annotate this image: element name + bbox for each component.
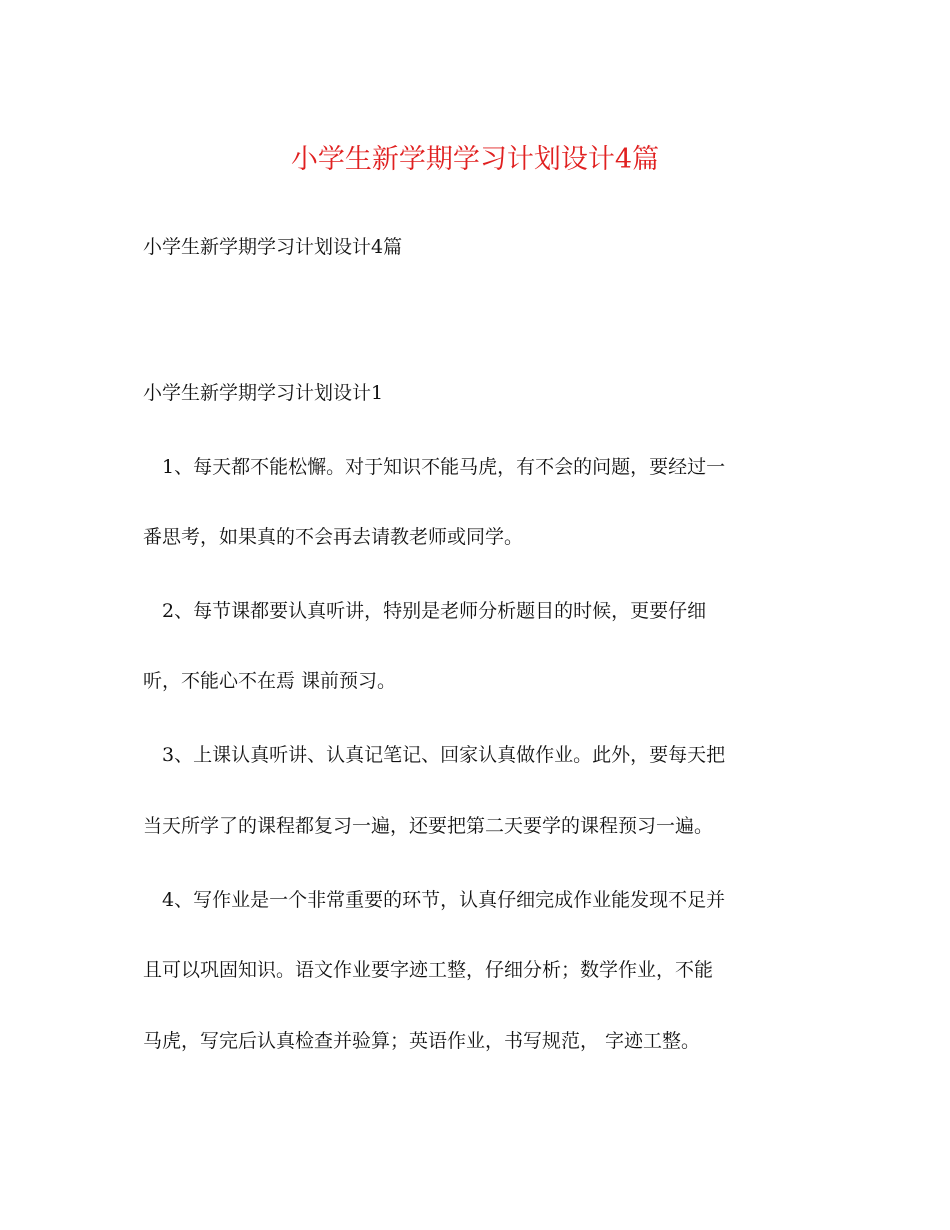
item-2-line-1: 2、每节课都要认真听讲，特别是老师分析题目的时候，更要仔细 xyxy=(162,600,707,622)
item-3-line-1: 3、上课认真听讲、认真记笔记、回家认真做作业。此外，要每天把 xyxy=(162,744,726,766)
item-4-line-1: 4、写作业是一个非常重要的环节，认真仔细完成作业能发现不足并 xyxy=(162,889,726,911)
section-heading: 小学生新学期学习计划设计1 xyxy=(143,382,384,404)
item-4-line-3: 马虎，写完后认真检查并验算；英语作业，书写规范， 字迹工整。 xyxy=(143,1030,701,1052)
document-title: 小学生新学期学习计划设计4篇 xyxy=(290,144,660,175)
item-1-line-1: 1、每天都不能松懈。对于知识不能马虎，有不会的问题，要经过一 xyxy=(162,456,726,478)
item-1-line-2: 番思考，如果真的不会再去请教老师或同学。 xyxy=(143,526,524,548)
document-subtitle: 小学生新学期学习计划设计4篇 xyxy=(143,236,403,258)
item-3-line-2: 当天所学了的课程都复习一遍，还要把第二天要学的课程预习一遍。 xyxy=(143,815,714,837)
item-4-line-2: 且可以巩固知识。语文作业要字迹工整，仔细分析；数学作业，不能 xyxy=(143,959,714,981)
item-2-line-2: 听，不能心不在焉 课前预习。 xyxy=(143,670,397,692)
